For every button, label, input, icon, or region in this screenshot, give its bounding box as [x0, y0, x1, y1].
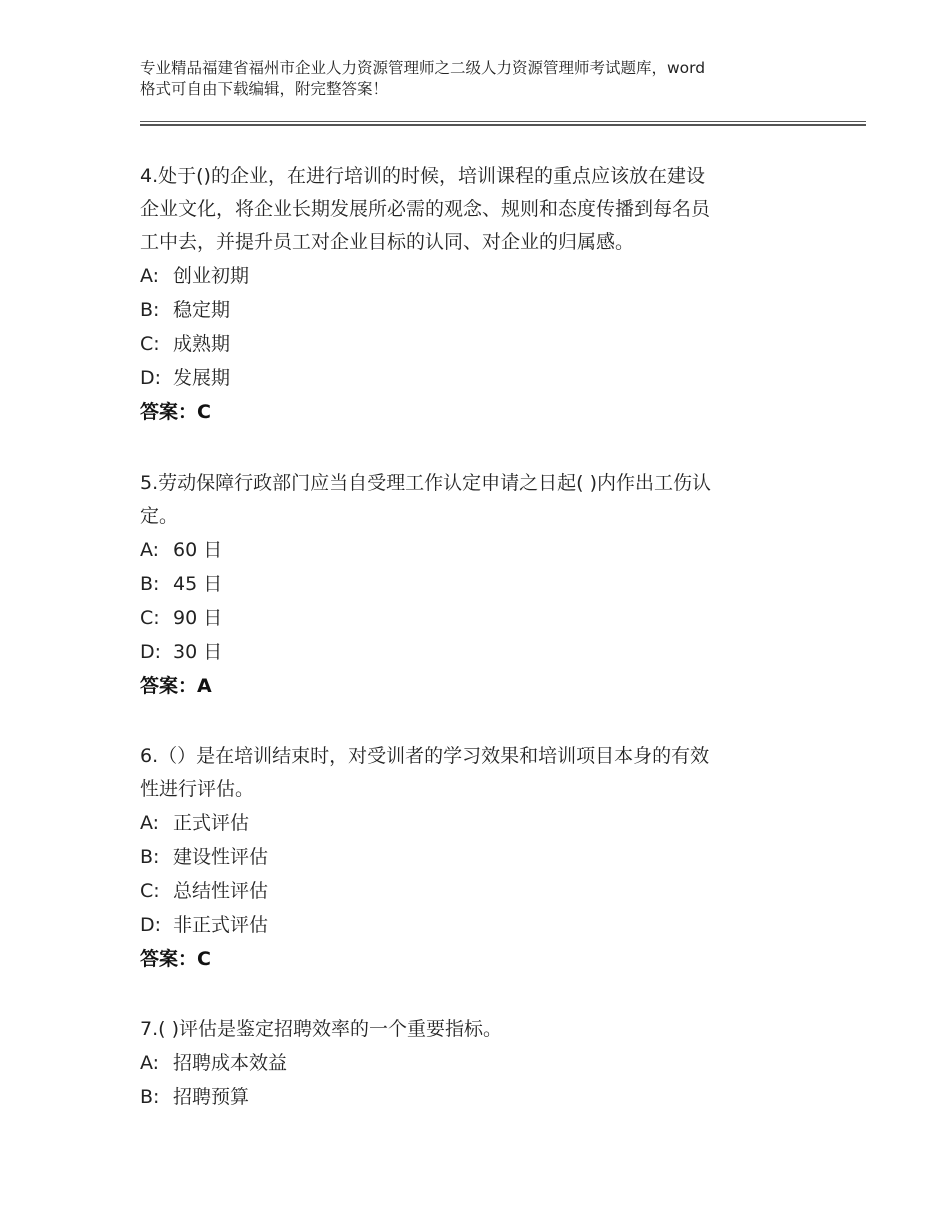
option-letter: A: [140, 539, 160, 561]
option-letter: B: [140, 299, 160, 321]
answer-label: 答案：C [140, 401, 211, 423]
option-text: 创业初期 [173, 265, 250, 287]
header-line-1: 专业精品福建省福州市企业人力资源管理师之二级人力资源管理师考试题库，word [140, 59, 706, 77]
option-letter: B: [140, 573, 160, 595]
option-a [140, 1046, 820, 1080]
question-text-line: 定。 [140, 505, 179, 527]
option-letter: C: [140, 333, 160, 355]
header-divider-thin [140, 121, 866, 122]
option-text: 建设性评估 [173, 846, 269, 868]
option-text: 90 日 [173, 607, 223, 629]
option-letter: A: [140, 812, 160, 834]
option-text: 稳定期 [173, 299, 231, 321]
option-d [140, 908, 820, 942]
option-letter: C: [140, 607, 160, 629]
question-4 [140, 160, 820, 429]
option-text: 30 日 [173, 641, 223, 663]
option-text: 非正式评估 [173, 914, 269, 936]
question-7 [140, 1013, 820, 1114]
option-letter: B: [140, 846, 160, 868]
option-text: 发展期 [173, 367, 231, 389]
option-c [140, 601, 820, 635]
option-b [140, 840, 820, 874]
question-text-line: 5.劳动保障行政部门应当自受理工作认定申请之日起( )内作出工伤认 [140, 472, 711, 494]
option-text: 60 日 [173, 539, 223, 561]
question-text-line: 6.（）是在培训结束时，对受训者的学习效果和培训项目本身的有效 [140, 745, 710, 767]
question-6 [140, 740, 820, 976]
option-text: 正式评估 [173, 812, 250, 834]
option-letter: D: [140, 914, 162, 936]
question-text-line: 7.( )评估是鉴定招聘效率的一个重要指标。 [140, 1018, 502, 1040]
option-a [140, 259, 820, 293]
answer-label: 答案：A [140, 675, 212, 697]
question-text-line: 企业文化，将企业长期发展所必需的观念、规则和态度传播到每名员 [140, 198, 711, 220]
header-divider-thick [140, 124, 866, 126]
answer-label: 答案：C [140, 948, 211, 970]
question-text-line: 性进行评估。 [140, 778, 255, 800]
option-b [140, 293, 820, 327]
option-d [140, 361, 820, 395]
option-a [140, 806, 820, 840]
option-letter: D: [140, 367, 162, 389]
option-text: 成熟期 [173, 333, 231, 355]
header-line-2: 格式可自由下载编辑，附完整答案！ [140, 80, 389, 98]
option-text: 招聘预算 [173, 1086, 250, 1108]
option-letter: C: [140, 880, 160, 902]
option-d [140, 635, 820, 669]
option-letter: A: [140, 1052, 160, 1074]
option-b [140, 567, 820, 601]
option-text: 招聘成本效益 [173, 1052, 288, 1074]
option-c [140, 327, 820, 361]
option-b [140, 1080, 820, 1114]
option-text: 总结性评估 [173, 880, 269, 902]
question-text-line: 4.处于()的企业，在进行培训的时候，培训课程的重点应该放在建设 [140, 165, 705, 187]
document-header [140, 58, 840, 100]
question-5 [140, 467, 820, 703]
option-c [140, 874, 820, 908]
option-text: 45 日 [173, 573, 223, 595]
option-letter: B: [140, 1086, 160, 1108]
option-letter: A: [140, 265, 160, 287]
option-letter: D: [140, 641, 162, 663]
question-text-line: 工中去，并提升员工对企业目标的认同、对企业的归属感。 [140, 231, 635, 253]
option-a [140, 533, 820, 567]
